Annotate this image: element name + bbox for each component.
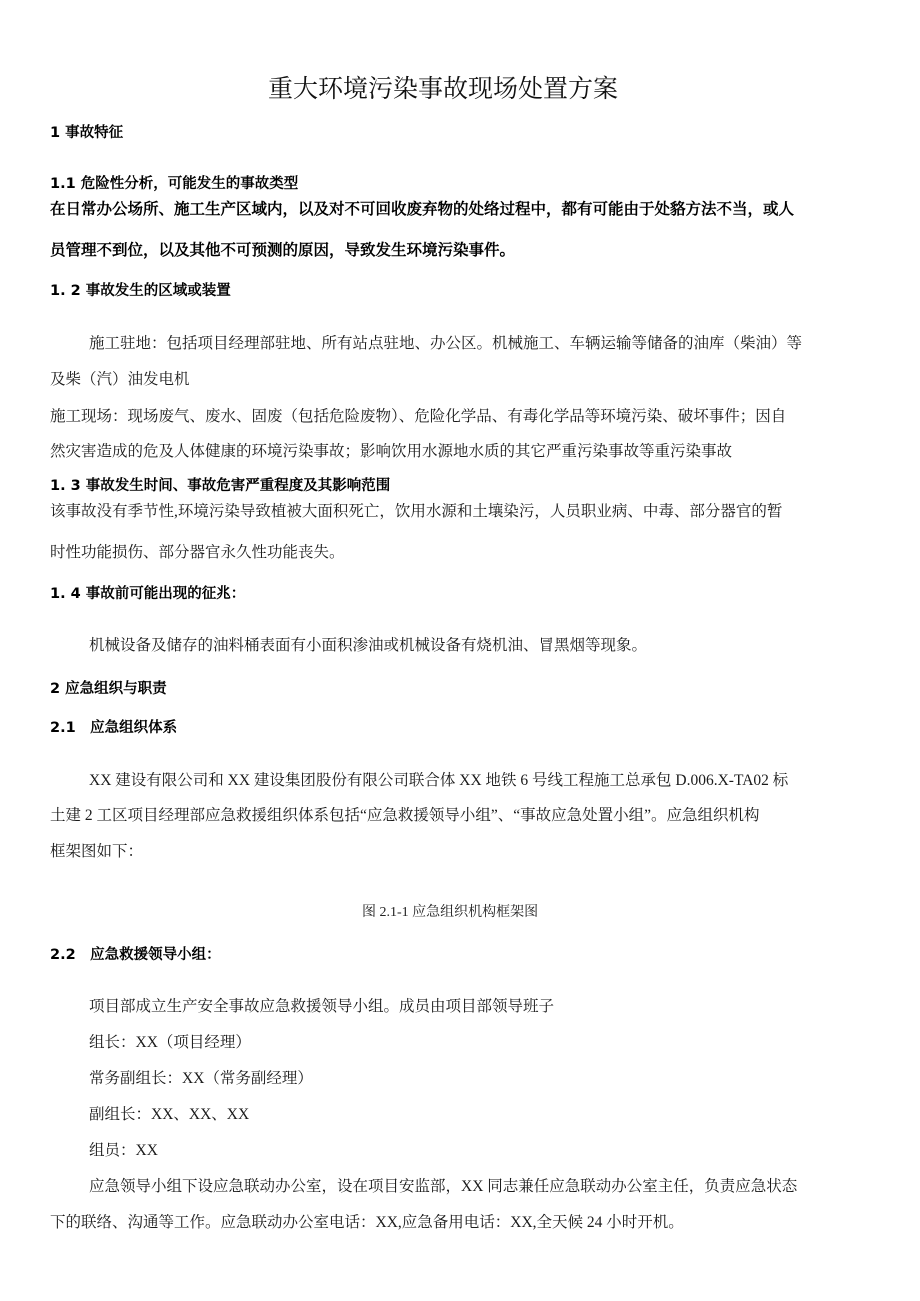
paragraph-1-2-line-4: 然灾害造成的危及人体健康的环境污染事故；影响饮用水源地水质的其它严重污染事故等重污染事故 [50, 443, 733, 460]
paragraph-1-3-line-1: 该事故没有季节性,环境污染导致植被大面积死亡，饮用水源和土壤染污，人员职业病、中毒、部分器官的暂 [50, 503, 783, 520]
subsection-heading-1-2: 1. 2 事故发生的区域或装置 [50, 283, 231, 299]
paragraph-1-2-line-1: 施工驻地：包括项目经理部驻地、所有站点驻地、办公区。机械施工、车辆运输等储备的油库（柴油）等 [89, 335, 803, 352]
subsection-heading-1-4: 1. 4 事故前可能出现的征兆： [50, 586, 246, 602]
paragraph-1-3-line-2: 时性功能损伤、部分器官永久性功能丧失。 [50, 544, 345, 561]
executive-deputy-leader-line: 常务副组长：XX（常务副经理） [89, 1070, 313, 1087]
page-title: 重大环境污染事故现场处置方案 [268, 74, 619, 103]
subsection-heading-2-1: 2.1 应急组织体系 [50, 720, 178, 736]
paragraph-1-1-line-1: 在日常办公场所、施工生产区域内，以及对不可回收废弃物的处络过程中，都有可能由于处貉方法不当，或人 [50, 200, 795, 218]
section-heading-2: 2 应急组织与职责 [50, 681, 167, 697]
paragraph-2-1-line-2: 土建 2 工区项目经理部应急救援组织体系包括“应急救援领导小组”、“事故应急处置小组”。应急组织机构 [50, 807, 760, 824]
subsection-heading-1-1: 1.1 危险性分析，可能发生的事故类型 [50, 176, 299, 192]
group-leader-line: 组长：XX（项目经理） [89, 1034, 251, 1051]
section-heading-1: 1 事故特征 [50, 125, 124, 141]
paragraph-1-2-line-3: 施工现场：现场废气、废水、固废（包括危险废物）、危险化学品、有毒化学品等环境污染、破坏事件；因自 [50, 408, 787, 425]
paragraph-2-1-line-3: 框架图如下： [50, 843, 144, 860]
paragraph-2-1-line-1: XX 建设有限公司和 XX 建设集团股份有限公司联合体 XX 地铁 6 号线工程施工总承包 D.006.X-TA02 标 [89, 772, 789, 789]
figure-caption: 图 2.1-1 应急组织机构框架图 [362, 905, 539, 920]
paragraph-1-2-line-2: 及柴（汽）油发电机 [50, 371, 190, 388]
group-member-line: 组员：XX [89, 1142, 158, 1159]
paragraph-1-1-line-2: 员管理不到位，以及其他不可预测的原因，导致发生环境污染事件。 [50, 241, 516, 259]
subsection-heading-2-2: 2.2 应急救援领导小组： [50, 947, 221, 963]
paragraph-2-2-line-3: 下的联络、沟通等工作。应急联动办公室电话：XX,应急备用电话：XX,全天候 24 小时开机。 [50, 1214, 684, 1231]
paragraph-2-2-line-1: 项目部成立生产安全事故应急救援领导小组。成员由项目部领导班子 [89, 998, 555, 1015]
paragraph-1-4: 机械设备及储存的油料桶表面有小面积渗油或机械设备有烧机油、冒黑烟等现象。 [89, 637, 648, 654]
subsection-heading-1-3: 1. 3 事故发生时间、事故危害严重程度及其影响范围 [50, 478, 391, 494]
paragraph-2-2-line-2: 应急领导小组下设应急联动办公室，设在项目安监部，XX 同志兼任应急联动办公室主任，负责应急状态 [89, 1178, 798, 1195]
deputy-leader-line: 副组长：XX、XX、XX [89, 1106, 250, 1123]
